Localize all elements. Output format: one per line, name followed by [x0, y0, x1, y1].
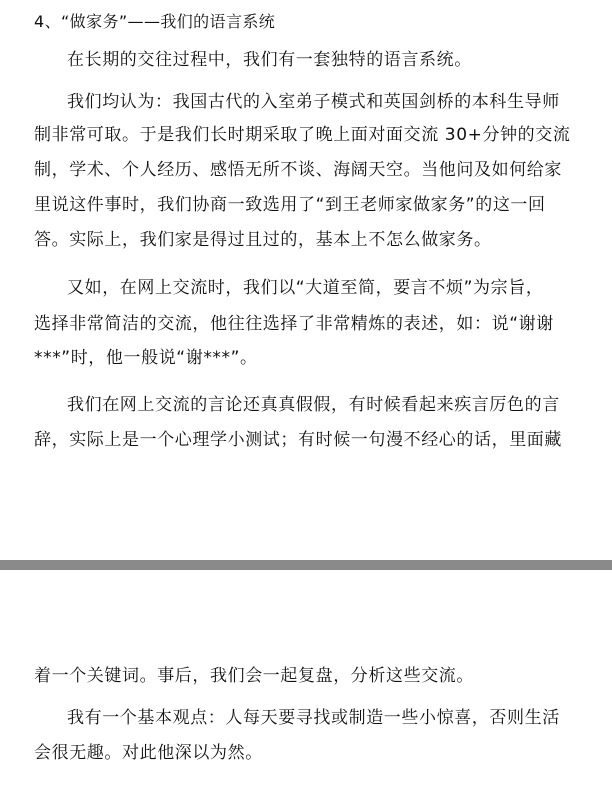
paragraph-line: 我有一个基本观点：人每天要寻找或制造一些小惊喜，否则生活: [67, 708, 560, 728]
paragraph-line: 我们在网上交流的言论还真真假假，有时候看起来疾言厉色的言: [67, 395, 560, 415]
paragraph-line: 着一个关键词。事后，我们会一起复盘，分析这些交流。: [34, 666, 474, 686]
paragraph-line: 答。实际上，我们家是得过且过的，基本上不怎么做家务。: [34, 230, 492, 250]
paragraph-line: 又如，在网上交流时，我们以“大道至简，要言不烦”为宗旨，: [67, 278, 544, 298]
paragraph-line: 制非常可取。于是我们长时期采取了晚上面对面交流 30+分钟的交流: [34, 125, 571, 145]
paragraph-line: 会很无趣。对此他深以为然。: [34, 743, 263, 763]
paragraph-line: ***”时，他一般说“谢***”。: [34, 348, 258, 368]
paragraph-line: 制，学术、个人经历、感悟无所不谈、海阔天空。当他问及如何给家: [34, 160, 562, 180]
paragraph-line: 我们均认为：我国古代的入室弟子模式和英国剑桥的本科生导师: [67, 92, 560, 112]
paragraph-line: 辞，实际上是一个心理学小测试；有时候一句漫不经心的话，里面藏: [34, 430, 562, 450]
document-page-2: [0, 570, 612, 787]
paragraph-line: 里说这件事时，我们协商一致选用了“到王老师家做家务”的这一回: [34, 195, 546, 215]
section-heading: 4、“做家务”——我们的语言系统: [34, 12, 276, 31]
paragraph-line: 选择非常简洁的交流，他往往选择了非常精炼的表述，如：说“谢谢: [34, 314, 554, 334]
page-separator: [0, 560, 612, 570]
paragraph-line: 在长期的交往过程中，我们有一套独特的语言系统。: [67, 50, 472, 70]
